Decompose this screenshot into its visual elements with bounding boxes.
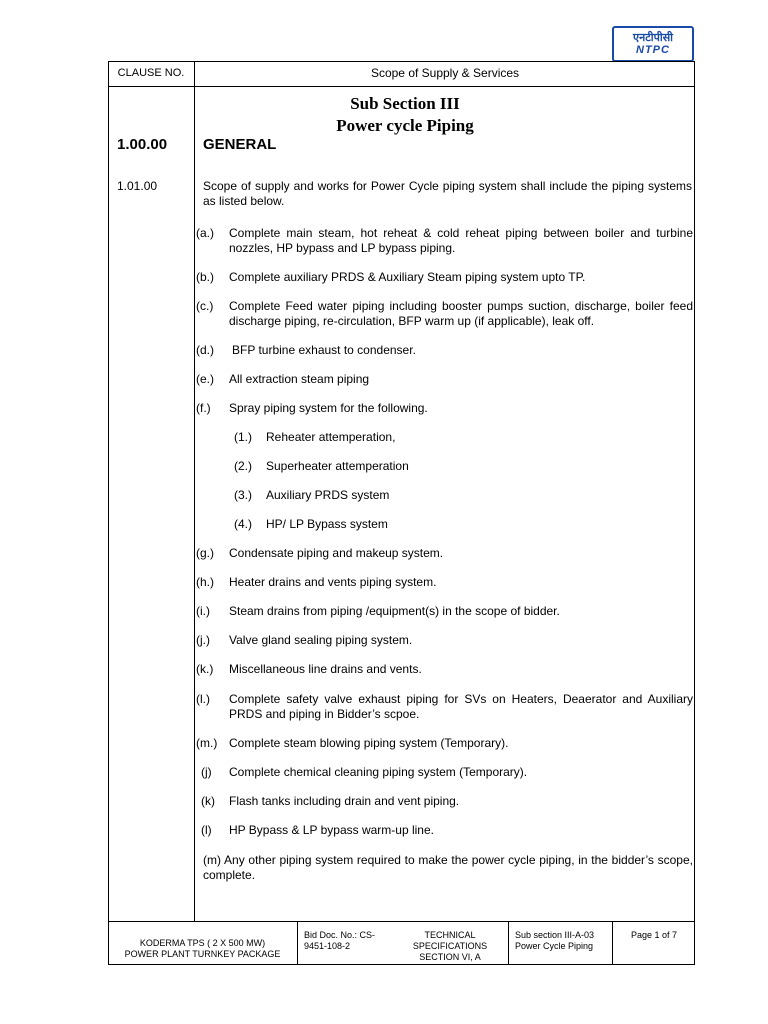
logo-hindi-text: एनटीपीसी <box>633 31 673 44</box>
sub-item-label: (1.) <box>234 430 252 444</box>
item-text: Valve gland sealing piping system. <box>229 633 413 647</box>
item-text: Complete chemical cleaning piping system (Temporary). <box>229 765 528 779</box>
item-label: (c.) <box>196 299 214 313</box>
header-divider <box>108 86 695 87</box>
footer-separator <box>508 921 509 965</box>
footer-page-number: Page 1 of 7 <box>630 930 678 940</box>
item-label: (m.) <box>196 736 218 750</box>
sub-item-label: (2.) <box>234 459 252 473</box>
item-text: Condensate piping and makeup system. <box>229 546 444 560</box>
item-text: Complete safety valve exhaust piping for SVs on Heaters, Deaerator and Auxiliary PRDS and piping in Bidder’s scpoe. <box>229 692 693 721</box>
section-name: GENERAL <box>203 136 277 153</box>
footer-spec <box>402 930 498 963</box>
sub-section-title: Sub Section III <box>350 94 460 113</box>
item-label: (l) <box>201 823 212 837</box>
footer-project-line1: KODERMA TPS ( 2 X 500 MW) <box>139 938 266 948</box>
item-text: HP Bypass & LP bypass warm-up line. <box>229 823 434 837</box>
item-label: (g.) <box>196 546 214 560</box>
sub-item-text: HP/ LP Bypass system <box>266 517 388 531</box>
item-label: (k) <box>201 794 215 808</box>
item-label: (e.) <box>196 372 214 386</box>
item-text: Miscellaneous line drains and vents. <box>229 662 422 676</box>
footer-spec-line2: SPECIFICATIONS <box>412 941 488 951</box>
footer-project-line2: POWER PLANT TURNKEY PACKAGE <box>124 949 281 959</box>
document-header-title: Scope of Supply & Services <box>370 66 520 80</box>
footer-separator <box>612 921 613 965</box>
sub-item-text: Reheater attemperation, <box>266 430 396 444</box>
item-text: Complete steam blowing piping system (Temporary). <box>229 736 509 750</box>
ntpc-logo <box>612 26 694 62</box>
item-text: Complete main steam, hot reheat & cold reheat piping between boiler and turbine nozzles, HP bypass and LP bypass piping. <box>229 226 693 255</box>
clause-number: 1.01.00 <box>117 179 158 193</box>
item-text: Flash tanks including drain and vent piping. <box>229 794 460 808</box>
footer-spec-line1: TECHNICAL <box>424 930 476 940</box>
footer-spec-line3: SECTION VI, A <box>419 952 481 962</box>
clause-intro: Scope of supply and works for Power Cycle piping system shall include the piping systems as listed below. <box>203 179 692 208</box>
sub-section-subtitle: Power cycle Piping <box>336 116 474 135</box>
sub-item-label: (3.) <box>234 488 252 502</box>
item-label: (d.) <box>196 343 214 357</box>
footer-separator <box>297 921 298 965</box>
item-label: (j.) <box>196 633 210 647</box>
footer-divider <box>108 921 695 922</box>
footer-sub-line1: Sub section III-A-03 <box>515 930 595 940</box>
footer-bid-line2: 9451-108-2 <box>304 941 351 951</box>
sub-item-label: (4.) <box>234 517 252 531</box>
footer-bid-doc <box>304 930 398 952</box>
item-label: (k.) <box>196 662 214 676</box>
item-label: (b.) <box>196 270 214 284</box>
sub-item-text: Auxiliary PRDS system <box>266 488 390 502</box>
item-text: Complete auxiliary PRDS & Auxiliary Steam piping system upto TP. <box>229 270 586 284</box>
item-label: (f.) <box>196 401 211 415</box>
item-label: (a.) <box>196 226 214 240</box>
sub-item-text: Superheater attemperation <box>266 459 409 473</box>
footer-subsection <box>515 930 610 952</box>
footer-sub-line2: Power Cycle Piping <box>515 941 594 951</box>
clause-column-divider <box>194 61 195 921</box>
footer-project <box>108 938 297 960</box>
section-number: 1.00.00 <box>117 136 168 153</box>
item-label: (j) <box>201 765 212 779</box>
item-text: Heater drains and vents piping system. <box>229 575 437 589</box>
item-text: All extraction steam piping <box>229 372 370 386</box>
footer-bid-line1: Bid Doc. No.: CS- <box>304 930 376 940</box>
item-label: (h.) <box>196 575 214 589</box>
item-text: Spray piping system for the following. <box>229 401 428 415</box>
item-text: Steam drains from piping /equipment(s) in the scope of bidder. <box>229 604 560 618</box>
closing-paragraph: (m) Any other piping system required to make the power cycle piping, in the bidder’s scope, complete. <box>203 853 693 882</box>
item-label: (l.) <box>196 692 210 706</box>
item-text: BFP turbine exhaust to condenser. <box>232 343 416 357</box>
item-label: (i.) <box>196 604 210 618</box>
item-text: Complete Feed water piping including booster pumps suction, discharge, boiler feed discharge piping, re-circulation, BFP warm up (if applicable), leak off. <box>229 299 693 328</box>
clause-no-header: CLAUSE NO. <box>117 67 185 79</box>
logo-english-text: NTPC <box>636 44 670 56</box>
